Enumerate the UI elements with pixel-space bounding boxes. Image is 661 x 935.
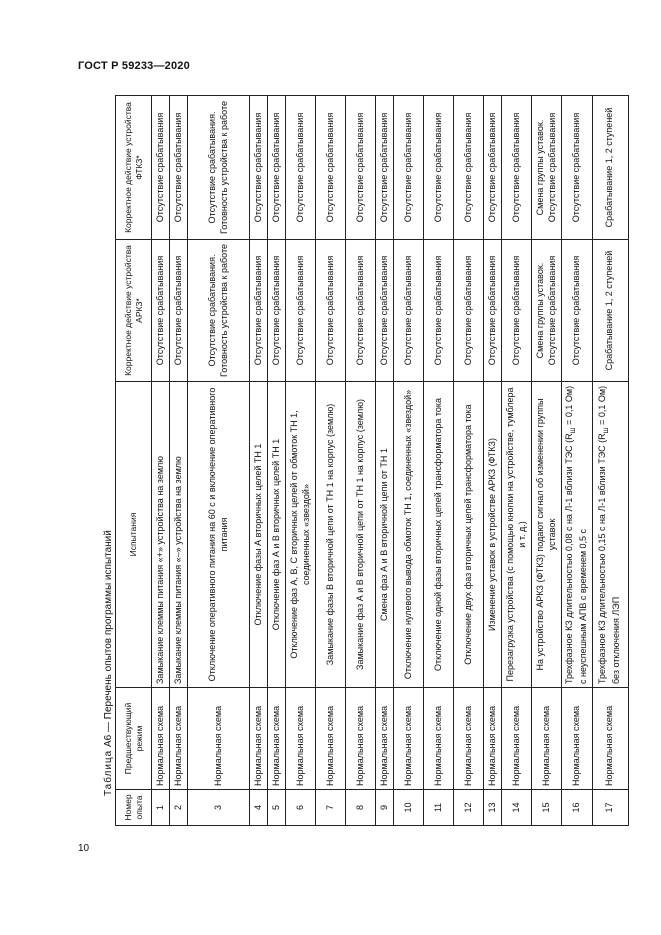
cell-arkz: Отсутствие срабатывания — [346, 240, 376, 382]
cell-number: 5 — [268, 790, 286, 826]
table-row — [152, 96, 170, 826]
cell-arkz: Отсутствие срабатывания — [562, 240, 593, 382]
table-row — [376, 96, 394, 826]
cell-ftkz: Срабатывание 1, 2 ступеней — [592, 96, 628, 240]
cell-test: Перезагрузка устройства (с помощью кнопки на устройстве, тумблера и т. д.) — [502, 382, 532, 688]
table-row — [286, 96, 316, 826]
cell-test-subscript: Ш — [569, 427, 577, 434]
cell-test — [592, 382, 628, 688]
col-header-ftkz: Корректное действие устройства ФТКЗ* — [116, 96, 152, 240]
cell-ftkz: Отсутствие срабатывания — [346, 96, 376, 240]
cell-number: 14 — [502, 790, 532, 826]
table-row — [502, 96, 532, 826]
cell-mode: Нормальная схема — [502, 688, 532, 790]
cell-number: 8 — [346, 790, 376, 826]
cell-arkz: Отсутствие срабатывания — [250, 240, 268, 382]
cell-mode: Нормальная схема — [250, 688, 268, 790]
cell-test-part-a: Трехфазное КЗ длительностью 0,08 с на Л-1 вблизи ТЭС (R — [564, 433, 574, 684]
cell-number: 6 — [286, 790, 316, 826]
cell-number: 11 — [424, 790, 454, 826]
cell-arkz: Срабатывание 1, 2 ступеней — [592, 240, 628, 382]
cell-arkz: Отсутствие срабатывания — [502, 240, 532, 382]
cell-mode: Нормальная схема — [484, 688, 502, 790]
cell-number: 7 — [316, 790, 346, 826]
cell-mode: Нормальная схема — [376, 688, 394, 790]
cell-mode: Нормальная схема — [170, 688, 188, 790]
cell-mode: Нормальная схема — [424, 688, 454, 790]
cell-mode: Нормальная схема — [286, 688, 316, 790]
table-row — [316, 96, 346, 826]
table-caption-text: А6 — Перечень опытов программы испытаний — [103, 530, 114, 747]
table-row — [268, 96, 286, 826]
table-row — [346, 96, 376, 826]
cell-number: 1 — [152, 790, 170, 826]
table-row — [424, 96, 454, 826]
cell-number: 12 — [454, 790, 484, 826]
cell-ftkz: Отсутствие срабатывания — [152, 96, 170, 240]
cell-test: Отключение фаз А, В, С вторичных целей от обмоток ТН 1, соединенных «звездой» — [286, 382, 316, 688]
cell-test — [562, 382, 593, 688]
cell-mode: Нормальная схема — [268, 688, 286, 790]
cell-test: На устройство АРКЗ (ФТКЗ) подают сигнал об изменении группы уставок — [532, 382, 562, 688]
cell-mode: Нормальная схема — [454, 688, 484, 790]
cell-ftkz: Отсутствие срабатывания — [316, 96, 346, 240]
cell-ftkz: Отсутствие срабатывания — [250, 96, 268, 240]
cell-arkz: Смена группы уставок. Отсутствие срабатывания — [532, 240, 562, 382]
cell-number: 4 — [250, 790, 268, 826]
table-caption-prefix: Таблица — [103, 749, 114, 796]
cell-test-part-b: = 0,1 Ом) с неуспешным АПВ с временем 0,5 с — [564, 385, 589, 684]
table-row — [592, 96, 628, 826]
cell-test-part-b: = 0,1 Ом) без отключения ЛЭП — [597, 385, 622, 684]
cell-test: Отключение фаз А и В вторичных целей ТН 1 — [268, 382, 286, 688]
cell-number: 10 — [394, 790, 424, 826]
cell-test: Замыкание клеммы питания «+» устройства на землю — [152, 382, 170, 688]
cell-arkz: Отсутствие срабатывания — [484, 240, 502, 382]
cell-test: Отключение двух фаз вторичных цепей трансформатора тока — [454, 382, 484, 688]
cell-mode: Нормальная схема — [316, 688, 346, 790]
cell-number: 17 — [592, 790, 628, 826]
cell-number: 16 — [562, 790, 593, 826]
cell-number: 3 — [188, 790, 250, 826]
cell-ftkz: Отсутствие срабатывания — [170, 96, 188, 240]
cell-arkz: Отсутствие срабатывания — [268, 240, 286, 382]
table-row — [562, 96, 593, 826]
table-caption — [103, 126, 114, 796]
cell-test: Отключение оперативного питания на 60 с и включение оперативного питания — [188, 382, 250, 688]
cell-mode: Нормальная схема — [394, 688, 424, 790]
cell-ftkz: Отсутствие срабатывания — [484, 96, 502, 240]
cell-test-part-a: Трехфазное КЗ длительностью 0,15 с на Л-1 вблизи ТЭС (R — [597, 433, 608, 684]
cell-mode: Нормальная схема — [592, 688, 628, 790]
cell-ftkz: Отсутствие срабатывания — [268, 96, 286, 240]
rotated-table-container — [115, 96, 622, 826]
cell-test: Отключение нулевого вывода обмоток ТН 1, соединенных «звездой» — [394, 382, 424, 688]
cell-test: Отключение фазы А вторичных целей ТН 1 — [250, 382, 268, 688]
cell-mode: Нормальная схема — [562, 688, 593, 790]
page-number: 10 — [78, 843, 90, 854]
cell-ftkz: Смена группы уставок. Отсутствие срабатывания — [532, 96, 562, 240]
cell-ftkz: Отсутствие срабатывания — [424, 96, 454, 240]
cell-ftkz: Отсутствие срабатывания. Готовность устройства к работе — [188, 96, 250, 240]
col-header-test: Испытания — [116, 382, 152, 688]
cell-number: 9 — [376, 790, 394, 826]
cell-mode: Нормальная схема — [152, 688, 170, 790]
cell-mode: Нормальная схема — [188, 688, 250, 790]
cell-number: 13 — [484, 790, 502, 826]
document-header: ГОСТ Р 59233—2020 — [78, 60, 190, 72]
cell-arkz: Отсутствие срабатывания — [394, 240, 424, 382]
cell-ftkz: Отсутствие срабатывания — [286, 96, 316, 240]
cell-ftkz: Отсутствие срабатывания — [454, 96, 484, 240]
cell-number: 15 — [532, 790, 562, 826]
cell-test: Замыкание клеммы питания «–» устройства на землю — [170, 382, 188, 688]
cell-test: Замыкание фаз А и В вторичной цепи от ТН 1 на корпус (землю) — [346, 382, 376, 688]
table-row — [170, 96, 188, 826]
cell-arkz: Отсутствие срабатывания — [454, 240, 484, 382]
table-row — [250, 96, 268, 826]
cell-test-subscript: Ш — [603, 427, 611, 434]
col-header-arkz: Корректное действие устройства АРКЗ* — [116, 240, 152, 382]
cell-arkz: Отсутствие срабатывания — [152, 240, 170, 382]
cell-arkz: Отсутствие срабатывания. Готовность устройства к работе — [188, 240, 250, 382]
table-header-row — [116, 96, 152, 826]
cell-ftkz: Отсутствие срабатывания — [394, 96, 424, 240]
cell-arkz: Отсутствие срабатывания — [376, 240, 394, 382]
cell-mode: Нормальная схема — [532, 688, 562, 790]
table-row — [484, 96, 502, 826]
cell-arkz: Отсутствие срабатывания — [170, 240, 188, 382]
table-row — [454, 96, 484, 826]
cell-test: Замыкание фазы В вторичной цепи от ТН 1 на корпус (землю) — [316, 382, 346, 688]
table-row — [188, 96, 250, 826]
cell-test: Изменение уставок в устройстве АРКЗ (ФТКЗ) — [484, 382, 502, 688]
cell-test: Отключение одной фазы вторичных цепей трансформатора тока — [424, 382, 454, 688]
table-row — [394, 96, 424, 826]
cell-arkz: Отсутствие срабатывания — [286, 240, 316, 382]
cell-arkz: Отсутствие срабатывания — [424, 240, 454, 382]
cell-ftkz: Отсутствие срабатывания — [376, 96, 394, 240]
cell-mode: Нормальная схема — [346, 688, 376, 790]
table-row — [532, 96, 562, 826]
col-header-mode: Предшествующий режим — [116, 688, 152, 790]
cell-test: Смена фаз А и В вторичной цепи от ТН 1 — [376, 382, 394, 688]
cell-arkz: Отсутствие срабатывания — [316, 240, 346, 382]
tests-table — [115, 95, 629, 826]
cell-ftkz: Отсутствие срабатывания — [502, 96, 532, 240]
cell-number: 2 — [170, 790, 188, 826]
cell-ftkz: Отсутствие срабатывания — [562, 96, 593, 240]
col-header-number: Номер опыта — [116, 790, 152, 826]
